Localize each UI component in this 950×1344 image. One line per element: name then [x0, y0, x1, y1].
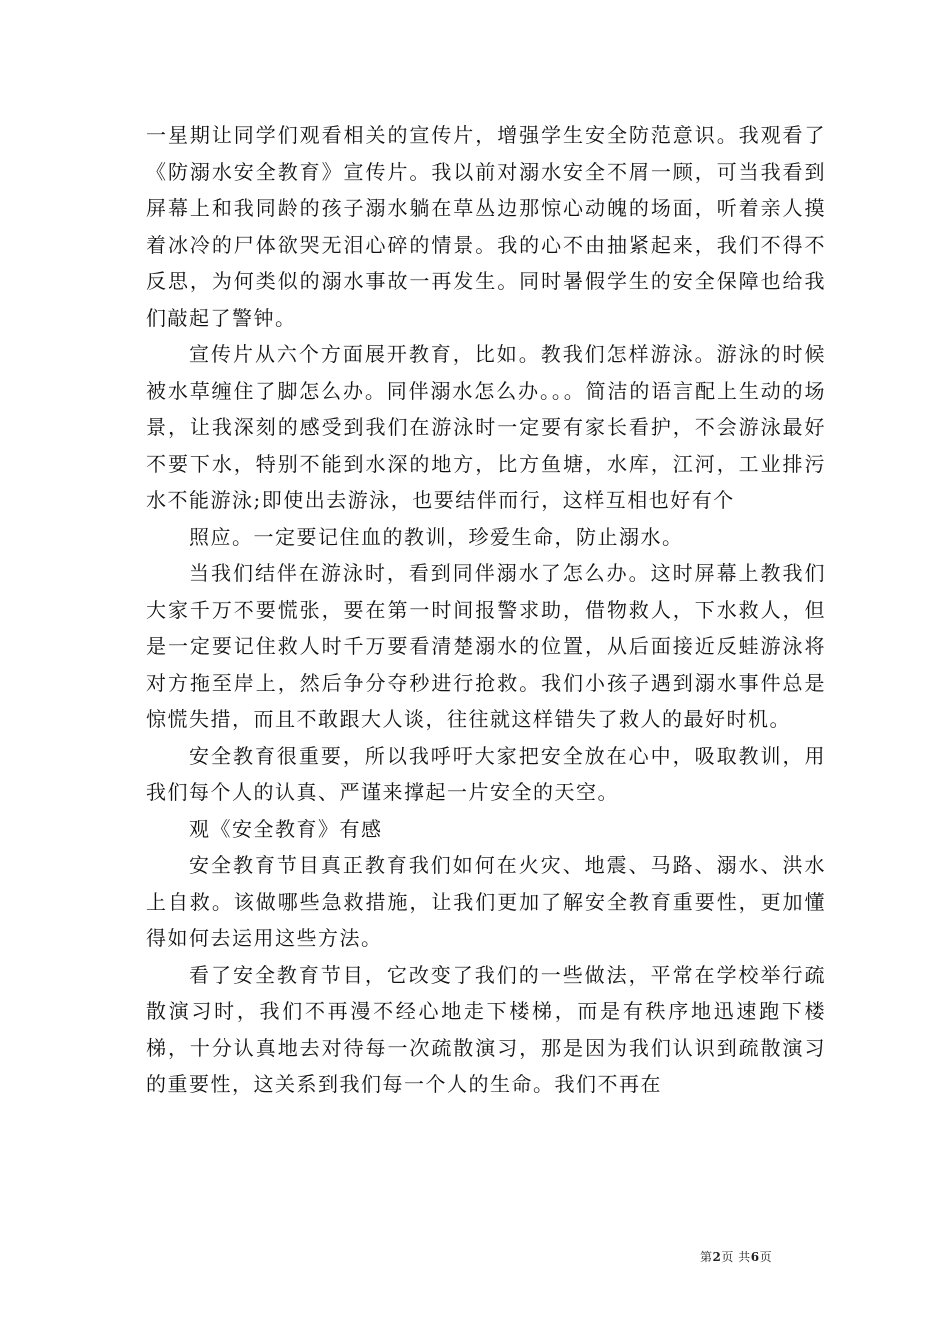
document-body	[146, 117, 826, 1103]
total-pages-number: 6	[750, 1250, 760, 1264]
paragraph: 安全教育很重要，所以我呼吁大家把安全放在心中，吸取教训，用我们每个人的认真、严谨来撑起一片安全的天空。	[146, 743, 826, 804]
paragraph: 一星期让同学们观看相关的宣传片，增强学生安全防范意识。我观看了《防溺水安全教育》宣传片。我以前对溺水安全不屑一顾，可当我看到屏幕上和我同龄的孩子溺水躺在草丛边那惊心动魄的场面，听着亲人摸着冰冷的尸体欲哭无泪心碎的情景。我的心不由抽紧起来，我们不得不反思，为何类似的溺水事故一再发生。同时暑假学生的安全保障也给我们敲起了警钟。	[146, 123, 826, 330]
paragraph: 当我们结伴在游泳时，看到同伴溺水了怎么办。这时屏幕上教我们大家千万不要慌张，要在第一时间报警求助，借物救人，下水救人，但是一定要记住救人时千万要看清楚溺水的位置，从后面接近反蛙游泳将对方拖至岸上，然后争分夺秒进行抢救。我们小孩子遇到溺水事件总是惊慌失措，而且不敢跟大人谈，往往就这样错失了救人的最好时机。	[146, 561, 826, 731]
footer-middle: 页 共	[721, 1250, 751, 1264]
paragraph: 照应。一定要记住血的教训，珍爱生命，防止溺水。	[189, 524, 684, 549]
paragraph: 看了安全教育节目，它改变了我们的一些做法，平常在学校举行疏散演习时，我们不再漫不经心地走下楼梯，而是有秩序地迅速跑下楼梯，十分认真地去对待每一次疏散演习，那是因为我们认识到疏散演习的重要性，这关系到我们每一个人的生命。我们不再在	[146, 962, 826, 1096]
paragraph: 安全教育节目真正教育我们如何在火灾、地震、马路、溺水、洪水上自救。该做哪些急救措施，让我们更加了解安全教育重要性，更加懂得如何去运用这些方法。	[146, 853, 826, 950]
paragraph: 宣传片从六个方面展开教育，比如。教我们怎样游泳。游泳的时候被水草缠住了脚怎么办。同伴溺水怎么办。。。简洁的语言配上生动的场景，让我深刻的感受到我们在游泳时一定要有家长看护，不会游泳最好不要下水，特别不能到水深的地方，比方鱼塘，水库，江河，工业排污水不能游泳;即使出去游泳，也要结伴而行，这样互相也好有个	[146, 342, 826, 512]
current-page-number: 2	[712, 1250, 722, 1264]
footer-prefix: 第	[700, 1250, 713, 1264]
section-heading: 观《安全教育》有感	[189, 816, 383, 841]
footer-suffix: 页	[759, 1250, 773, 1264]
page-number-footer	[700, 1248, 772, 1265]
